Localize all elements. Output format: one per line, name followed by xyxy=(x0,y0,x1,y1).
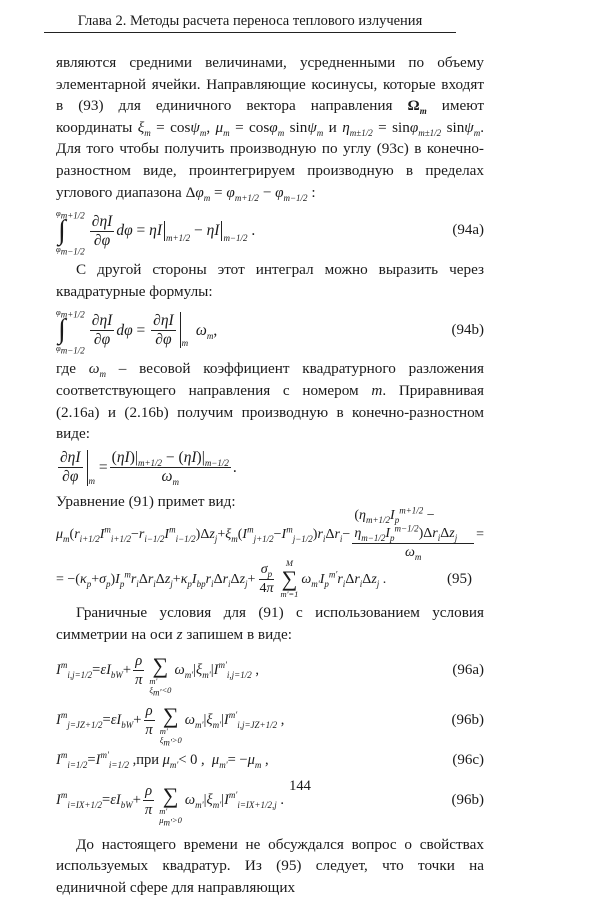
omega-vector: $\Omega_m$ xyxy=(408,97,427,114)
math-mu: $\mu_m$ xyxy=(216,119,230,136)
math-xi: $\xi_m$ xyxy=(138,119,151,136)
paragraph-2: С другой стороны этот интеграл можно выразить через квадратурные формулы: xyxy=(56,259,484,302)
paragraph-5 xyxy=(56,602,484,645)
page-number: 144 xyxy=(0,778,600,795)
text: имеют координаты xyxy=(56,97,484,136)
paragraph-4: Уравнение (91) примет вид: xyxy=(56,491,484,513)
equation-number: (96c) xyxy=(452,750,484,772)
integral-sign: $\varphi_{m+1/2}$ ∫ $\varphi_{m-1/2}$ xyxy=(56,307,85,353)
paragraph-6: До настоящего времени не обсуждался вопрос о свойствах используемых квадратур. Из (95) следует, что точки на единичной сфере для направляющих xyxy=(56,834,484,898)
text: при xyxy=(136,750,159,772)
equation-94b: $\varphi_{m+1/2}$ ∫ $\varphi_{m-1/2}$ $\frac{\partial\eta I}{\partial\varphi}$ dφ = $\frac{\partial\eta I}{\partial\varphi}$ m $\omega_m$ , (94b) xyxy=(56,302,484,358)
header-rule xyxy=(44,32,456,33)
equation-number: (94b) xyxy=(452,320,485,342)
text: . Приравнивая (2.16a) и (2.16b) получим производную в конечно-разностном виде: xyxy=(56,382,484,442)
text: являются средними величинами, усредненными по объему элементарной ячейки. Направляющие косинусы, которые входят в (93) для единичного вектора направления xyxy=(56,54,484,114)
text: запишем в виде: xyxy=(186,626,292,643)
equation-number: (95) xyxy=(447,569,472,591)
math-z: z xyxy=(177,626,183,643)
equation-number: (94a) xyxy=(452,220,484,242)
equation-96a: $I^m_{i,j=1/2}$ = $\varepsilon I_{bW}$ + $\frac{\rho}{\pi}$ ∑ m' $\xi_{m'}<0$ $\omega_{m'}$ | $\xi_{m'}$ | $I^{m'}_{i,j=1/2}$ , (96a) xyxy=(56,646,484,696)
integral-sign: $\varphi_{m+1/2}$ ∫ $\varphi_{m-1/2}$ xyxy=(56,208,85,254)
equation-number: (96b) xyxy=(452,790,485,812)
running-header: Глава 2. Методы расчета переноса теплового излучения xyxy=(44,12,456,30)
math-delta-phi: $\Delta\varphi_m = \varphi_{m+1/2} - \varphi_{m-1/2}$ xyxy=(186,184,308,201)
text: . Для того чтобы получить производную по углу (93c) в конечно-разностном виде, проинтегрируем производную в пределах углового диапазона xyxy=(56,119,484,201)
equation-95-line1: $\mu_m$ ( $r_{i+1/2}I^m_{i+1/2}$ − $r_{i-1/2}I^m_{i-1/2}$ )Δ $z_j$ + $\xi_m$ ( $I^m_{j+1/2}$ − $I^m_{j-1/2}$ ) $r_i$ Δ $r_i$ − $\frac{(\eta_{m+1/2}I_p^{m+1/2} - \eta_{m-1/2}I_p^{m-1/2})\Delta r_i\Delta z_j}{\omega_m}$ = xyxy=(56,512,484,556)
text: – весовой коэффициент квадратурного разложения соответствующего направления с номером xyxy=(56,360,484,399)
equation-96b-second: $I^m_{i=IX+1/2}$ = $\varepsilon I_{bW}$ + $\frac{\rho}{\pi}$ ∑ m' $\mu_{m'}>0$ $\omega_{m'}$ | $\xi_{m'}$ | $I^{m'}_{i=IX+1/2,j}$ . (96b) xyxy=(56,776,484,826)
paragraph-1: являются средними величинами, усредненными по объему элементарной ячейки. Направляющие косинусы, которые входят в (93) для единичного вектора направления $\Omega_m$ имеют координаты $\xi_m = \cos\psi_m$, $\mu_m = \cos\varphi_m$ sinψ$_m$ и $\eta_{m\pm 1/2} = \sin\varphi_{m\pm 1/2}$ sinψ$_m$. Для того чтобы получить производную по углу (93c) в конечно-разностном виде, проинтегрируем производную в пределах углового диапазона $\Delta\varphi_m = \varphi_{m+1/2} - \varphi_{m-1/2}$ : xyxy=(56,52,484,203)
equation-number: (96a) xyxy=(452,660,484,682)
math-eta: $\eta_{m\pm 1/2}$ xyxy=(342,119,373,136)
equation-95-line2: = −( $\kappa_p$ + $\sigma_p$ ) $I_p^mr_i$ Δ $r_i$ Δ $z_j$ + $\kappa_pI_{bp}r_i$ Δ $r_i$ Δ $z_j$ + $\frac{\sigma_p}{4\pi}$ M ∑ m'=1 $\omega_{m'}I_p^{m'}r_i$ Δ $r_i$ Δ $z_j$ . (95) xyxy=(56,556,484,602)
equation-94a: $\varphi_{m+1/2}$ ∫ $\varphi_{m-1/2}$ $\frac{\partial\eta I}{\partial\varphi}$ dφ = ηI m+1/2 − ηI m−1/2 . (94a) xyxy=(56,203,484,259)
page-body xyxy=(56,52,484,898)
math-m: m xyxy=(371,382,382,399)
text: и xyxy=(329,119,337,136)
equation-number: (96b) xyxy=(452,710,485,732)
math-omega-m: $\omega_m$ xyxy=(89,360,106,377)
equation-96b-first: $I^m_{j=JZ+1/2}$ = $\varepsilon I_{bW}$ + $\frac{\rho}{\pi}$ ∑ m' $\xi_{m'}>0$ $\omega_{m'}$ | $\xi_{m'}$ | $I^{m'}_{i,j=JZ+1/2}$ , (96b) xyxy=(56,696,484,746)
paragraph-3 xyxy=(56,358,484,444)
text: где xyxy=(56,360,76,377)
equation-96c: $I^m_{i=1/2}$ = $I^{m'}_{i=1/2}$ , при $\mu_{m'}$ < 0 , $\mu_{m'}$ = − $\mu_m$ , (96c) xyxy=(56,746,484,776)
equation-derivative: $\frac{\partial\eta I}{\partial\varphi}$ m = $\frac{(\eta I)|_{m+1/2} - (\eta I)|_{m-1/2}}{\omega_m}$ . xyxy=(56,445,484,491)
text: Граничные условия для (91) с использованием условия симметрии на оси xyxy=(56,604,484,643)
